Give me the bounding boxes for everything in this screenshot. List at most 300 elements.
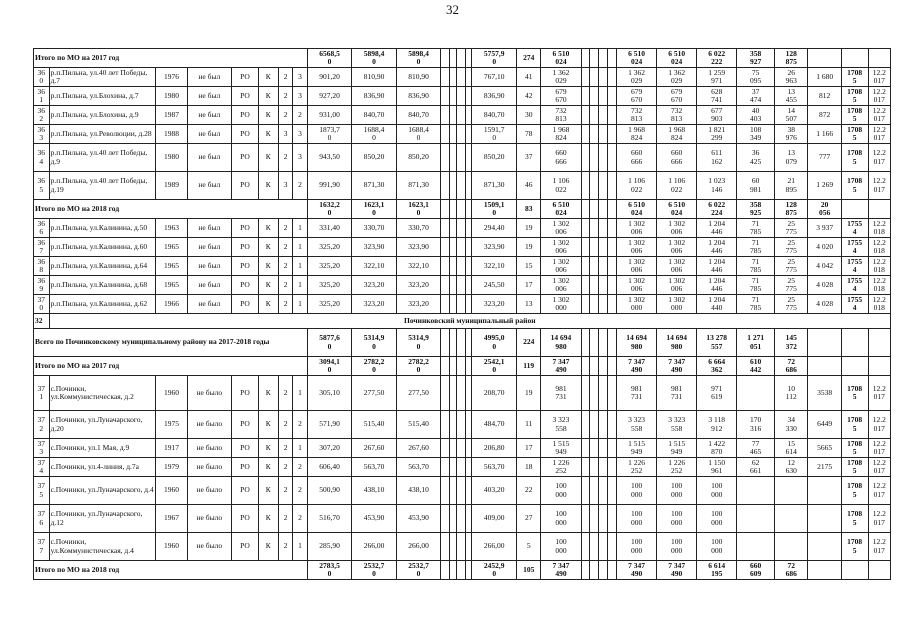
empty-cell [465,200,472,219]
deadline-cell: 12.2 017 [868,458,890,477]
cost-cell: 100 000 [541,533,581,561]
last-repair-cell: не был [187,219,232,238]
floors-cell: 2 [278,295,292,314]
row-number: 37 0 [34,295,50,314]
cost-cell: 732 813 [541,106,581,125]
fund-5-cell: 34 330 [775,411,808,439]
empty-cell [581,276,590,295]
material-cell: РО [232,276,259,295]
wall-cell: К [258,172,278,200]
area-total-cell: 6568,5 0 [307,49,352,68]
empty-cell [441,533,450,561]
fund-5-cell: 25 775 [775,219,808,238]
fund-1-cell: 981 731 [617,376,657,411]
max-cost-cell: 1708 5 [841,505,868,533]
area-total-cell: 325,20 [307,238,352,257]
area-b-cell: 2782,2 0 [396,357,441,376]
residents-cell: 42 [516,87,540,106]
area-a-cell: 266,00 [352,533,397,561]
max-cost-cell: 1755 4 [841,276,868,295]
material-cell: РО [232,439,259,458]
max-cost-cell: 1708 5 [841,87,868,106]
floors-cell: 2 [278,276,292,295]
fund-2-cell: 1 302 006 [657,276,697,295]
year-cell: 1966 [156,295,187,314]
floors-cell: 2 [278,219,292,238]
table-row [34,125,891,144]
empty-cell [608,533,617,561]
fund-3-cell: 6 664 362 [697,357,737,376]
fund-3-cell: 611 162 [697,144,737,172]
table-row [34,295,891,314]
row-number: 37 2 [34,411,50,439]
total-label: Итого по МО на 2017 год [34,357,308,376]
max-cost-cell: 1708 5 [841,68,868,87]
empty-cell [599,439,608,458]
area-b-cell: 1623,1 0 [396,200,441,219]
empty-cell [608,376,617,411]
fund-3-cell: 1 259 971 [697,68,737,87]
fund-1-cell: 100 000 [617,505,657,533]
total-label: Итого по МО на 2017 год [34,49,308,68]
fund-5-cell: 12 630 [775,458,808,477]
area-b-cell: 871,30 [396,172,441,200]
table-row [34,68,891,87]
fund-1-cell: 7 347 490 [617,357,657,376]
deadline-cell: 12.2 017 [868,144,890,172]
fund-3-cell: 100 000 [697,505,737,533]
unit-cost-cell: 3 937 [808,219,841,238]
material-cell: РО [232,257,259,276]
fund-2-cell: 1 302 006 [657,257,697,276]
floors-cell: 2 [278,376,292,411]
area-c-cell: 403,20 [472,477,517,505]
deadline-cell: 12.2 018 [868,219,890,238]
empty-cell [590,49,599,68]
unit-cost-cell [808,533,841,561]
empty-cell [465,144,472,172]
address-cell: с.Починки, ул.Луначарского, д.20 [49,411,156,439]
area-c-cell: 2542,1 0 [472,357,517,376]
area-c-cell: 1591,7 0 [472,125,517,144]
fund-3-cell: 3 118 912 [697,411,737,439]
entrances-cell: 3 [293,125,307,144]
empty-cell [456,172,465,200]
residents-cell: 41 [516,68,540,87]
empty-cell [456,238,465,257]
area-a-cell: 2782,2 0 [352,357,397,376]
empty-cell [590,376,599,411]
floors-cell: 2 [278,68,292,87]
fund-1-cell: 3 323 558 [617,411,657,439]
unit-cost-cell: 3538 [808,376,841,411]
entrances-cell: 2 [293,458,307,477]
cost-cell: 14 694 980 [541,329,581,357]
cost-cell: 660 666 [541,144,581,172]
empty-cell [581,144,590,172]
fund-2-cell: 1 106 022 [657,172,697,200]
deadline-cell [868,200,890,219]
deadline-cell: 12.2 017 [868,87,890,106]
wall-cell: К [258,87,278,106]
empty-cell [441,376,450,411]
empty-cell [465,106,472,125]
empty-cell [441,125,450,144]
area-c-cell: 294,40 [472,219,517,238]
address-cell: с.Починки, ул.Луначарского, д.4 [49,477,156,505]
empty-cell [599,561,608,580]
empty-cell [441,295,450,314]
empty-cell [599,376,608,411]
wall-cell: К [258,439,278,458]
material-cell: РО [232,144,259,172]
empty-cell [599,411,608,439]
empty-cell [581,125,590,144]
empty-cell [450,458,457,477]
empty-cell [450,439,457,458]
empty-cell [590,411,599,439]
empty-cell [441,505,450,533]
empty-cell [465,561,472,580]
material-cell: РО [232,411,259,439]
empty-cell [590,477,599,505]
area-b-cell: 277,50 [396,376,441,411]
area-b-cell: 2532,7 0 [396,561,441,580]
unit-cost-cell: 4 028 [808,276,841,295]
address-cell: с.Починки, ул.4-линия, д.7а [49,458,156,477]
cost-cell: 1 302 006 [541,276,581,295]
cost-cell: 1 362 029 [541,68,581,87]
last-repair-cell: не был [187,172,232,200]
empty-cell [465,87,472,106]
area-c-cell: 322,10 [472,257,517,276]
fund-2-cell: 6 510 024 [657,49,697,68]
material-cell: РО [232,87,259,106]
empty-cell [581,439,590,458]
empty-cell [581,357,590,376]
cost-cell: 679 670 [541,87,581,106]
entrances-cell: 1 [293,295,307,314]
empty-cell [599,200,608,219]
floors-cell: 2 [278,106,292,125]
fund-1-cell: 1 302 006 [617,219,657,238]
empty-cell [608,106,617,125]
empty-cell [599,219,608,238]
fund-4-cell [737,533,775,561]
empty-cell [608,439,617,458]
empty-cell [441,68,450,87]
area-a-cell: 322,10 [352,257,397,276]
empty-cell [456,458,465,477]
entrances-cell: 1 [293,376,307,411]
residents-cell: 19 [516,376,540,411]
area-total-cell: 1632,2 0 [307,200,352,219]
address-cell: р.п.Пильна, ул.Калинина, д.68 [49,276,156,295]
year-cell: 1965 [156,238,187,257]
empty-cell [581,561,590,580]
residents-cell: 30 [516,106,540,125]
unit-cost-cell: 872 [808,106,841,125]
max-cost-cell: 1708 5 [841,458,868,477]
year-cell: 1960 [156,477,187,505]
deadline-cell: 12.2 018 [868,276,890,295]
empty-cell [608,411,617,439]
cost-cell: 7 347 490 [541,357,581,376]
empty-cell [465,533,472,561]
deadline-cell: 12.2 017 [868,172,890,200]
residents-cell: 18 [516,458,540,477]
residents-cell: 27 [516,505,540,533]
empty-cell [590,533,599,561]
fund-3-cell: 1 204 446 [697,219,737,238]
last-repair-cell: не было [187,505,232,533]
area-b-cell: 266,00 [396,533,441,561]
empty-cell [465,458,472,477]
fund-1-cell: 1 106 022 [617,172,657,200]
material-cell: РО [232,238,259,257]
address-cell: р.п.Пильна, ул.Блохина, д.9 [49,106,156,125]
empty-cell [456,505,465,533]
area-c-cell: 767,10 [472,68,517,87]
fund-1-cell: 6 510 024 [617,200,657,219]
wall-cell: К [258,411,278,439]
wall-cell: К [258,533,278,561]
fund-5-cell [775,533,808,561]
fund-3-cell: 1 422 870 [697,439,737,458]
page-number: 32 [446,2,459,17]
empty-cell [581,295,590,314]
row-number: 37 7 [34,533,50,561]
empty-cell [590,439,599,458]
area-total-cell: 3094,1 0 [307,357,352,376]
empty-cell [608,257,617,276]
unit-cost-cell: 4 020 [808,238,841,257]
area-c-cell: 4995,0 0 [472,329,517,357]
year-cell: 1965 [156,276,187,295]
fund-2-cell: 3 323 558 [657,411,697,439]
empty-cell [590,68,599,87]
fund-1-cell: 1 362 029 [617,68,657,87]
empty-cell [590,505,599,533]
residents-cell: 15 [516,257,540,276]
cost-cell: 981 731 [541,376,581,411]
residents-cell: 78 [516,125,540,144]
empty-cell [608,477,617,505]
row-number: 37 1 [34,376,50,411]
empty-cell [599,295,608,314]
entrances-cell: 1 [293,533,307,561]
empty-cell [608,49,617,68]
address-cell: р.п.Пильна, ул.40 лет Победы, д.9 [49,144,156,172]
fund-4-cell: 75 095 [737,68,775,87]
fund-4-cell: 71 785 [737,219,775,238]
residents-cell: 17 [516,439,540,458]
section-title: Починковский муниципальный район [49,314,890,329]
empty-cell [441,411,450,439]
empty-cell [608,505,617,533]
fund-4-cell: 77 465 [737,439,775,458]
empty-cell [456,329,465,357]
material-cell: РО [232,219,259,238]
empty-cell [581,238,590,257]
fund-2-cell: 6 510 024 [657,200,697,219]
fund-2-cell: 660 666 [657,144,697,172]
fund-1-cell: 732 813 [617,106,657,125]
fund-2-cell: 981 731 [657,376,697,411]
floors-cell: 3 [278,172,292,200]
cost-cell: 1 106 022 [541,172,581,200]
empty-cell [450,376,457,411]
table-row [34,238,891,257]
fund-5-cell: 145 372 [775,329,808,357]
area-total-cell: 285,90 [307,533,352,561]
fund-5-cell: 128 875 [775,200,808,219]
wall-cell: К [258,295,278,314]
deadline-cell: 12.2 017 [868,411,890,439]
empty-cell [465,172,472,200]
max-cost-cell: 1755 4 [841,219,868,238]
fund-1-cell: 100 000 [617,477,657,505]
empty-cell [581,87,590,106]
empty-cell [441,257,450,276]
empty-cell [456,276,465,295]
area-total-cell: 325,20 [307,295,352,314]
empty-cell [599,533,608,561]
fund-2-cell: 1 515 949 [657,439,697,458]
residents-cell: 46 [516,172,540,200]
material-cell: РО [232,68,259,87]
empty-cell [456,561,465,580]
fund-3-cell: 1 150 961 [697,458,737,477]
empty-cell [450,238,457,257]
empty-cell [599,458,608,477]
area-total-cell: 927,20 [307,87,352,106]
deadline-cell: 12.2 017 [868,68,890,87]
fund-3-cell: 1 204 446 [697,238,737,257]
entrances-cell: 3 [293,144,307,172]
table-row [34,87,891,106]
fund-1-cell: 679 670 [617,87,657,106]
max-cost-cell: 1708 5 [841,106,868,125]
area-a-cell: 5898,4 0 [352,49,397,68]
empty-cell [590,238,599,257]
row-number: 37 3 [34,439,50,458]
last-repair-cell: не был [187,295,232,314]
empty-cell [599,329,608,357]
fund-4-cell: 610 442 [737,357,775,376]
area-c-cell: 266,00 [472,533,517,561]
floors-cell: 2 [278,458,292,477]
entrances-cell: 2 [293,505,307,533]
table-row [34,376,891,411]
last-repair-cell: не было [187,533,232,561]
fund-4-cell: 170 316 [737,411,775,439]
last-repair-cell: не был [187,106,232,125]
fund-3-cell: 100 000 [697,477,737,505]
empty-cell [450,144,457,172]
empty-cell [456,295,465,314]
address-cell: р.п.Пильна, ул.Калинина, д.50 [49,219,156,238]
empty-cell [456,68,465,87]
year-cell: 1980 [156,87,187,106]
fund-2-cell: 1 968 824 [657,125,697,144]
year-cell: 1988 [156,125,187,144]
table-row [34,219,891,238]
address-cell: с.Починки, ул.1 Мая, д.9 [49,439,156,458]
fund-4-cell: 358 925 [737,200,775,219]
unit-cost-cell [808,505,841,533]
last-repair-cell: не было [187,477,232,505]
floors-cell: 3 [278,125,292,144]
fund-5-cell: 21 895 [775,172,808,200]
empty-cell [450,411,457,439]
empty-cell [608,329,617,357]
entrances-cell: 2 [293,106,307,125]
section-row [34,314,891,329]
max-cost-cell: 1708 5 [841,376,868,411]
empty-cell [450,49,457,68]
fund-4-cell [737,505,775,533]
unit-cost-cell: 812 [808,87,841,106]
empty-cell [450,505,457,533]
empty-cell [581,257,590,276]
fund-5-cell: 128 875 [775,49,808,68]
empty-cell [465,276,472,295]
unit-cost-cell: 4 042 [808,257,841,276]
year-cell: 1980 [156,144,187,172]
empty-cell [608,238,617,257]
empty-cell [441,200,450,219]
deadline-cell: 12.2 018 [868,257,890,276]
table-row [34,144,891,172]
area-b-cell: 453,90 [396,505,441,533]
fund-4-cell: 40 403 [737,106,775,125]
total-row [34,561,891,580]
fund-5-cell: 26 963 [775,68,808,87]
last-repair-cell: не был [187,257,232,276]
year-cell: 1917 [156,439,187,458]
empty-cell [608,295,617,314]
area-b-cell: 322,10 [396,257,441,276]
fund-4-cell: 62 661 [737,458,775,477]
fund-5-cell: 14 507 [775,106,808,125]
fund-3-cell: 6 022 222 [697,49,737,68]
empty-cell [450,87,457,106]
entrances-cell: 2 [293,477,307,505]
empty-cell [581,505,590,533]
area-c-cell: 208,70 [472,376,517,411]
floors-cell: 2 [278,477,292,505]
empty-cell [581,106,590,125]
empty-cell [590,276,599,295]
year-cell: 1960 [156,533,187,561]
empty-cell [456,144,465,172]
address-cell: с.Починки, ул.Коммунистическая, д.2 [49,376,156,411]
year-cell: 1976 [156,68,187,87]
unit-cost-cell: 1 166 [808,125,841,144]
fund-3-cell: 1 204 446 [697,276,737,295]
area-c-cell: 836,90 [472,87,517,106]
fund-2-cell: 1 302 006 [657,219,697,238]
cost-cell: 1 226 252 [541,458,581,477]
fund-5-cell [775,505,808,533]
cost-cell: 3 323 558 [541,411,581,439]
floors-cell: 2 [278,238,292,257]
address-cell: р.п.Пильна, ул.Блохина, д.7 [49,87,156,106]
area-a-cell: 563,70 [352,458,397,477]
empty-cell [581,411,590,439]
fund-2-cell: 1 302 006 [657,238,697,257]
